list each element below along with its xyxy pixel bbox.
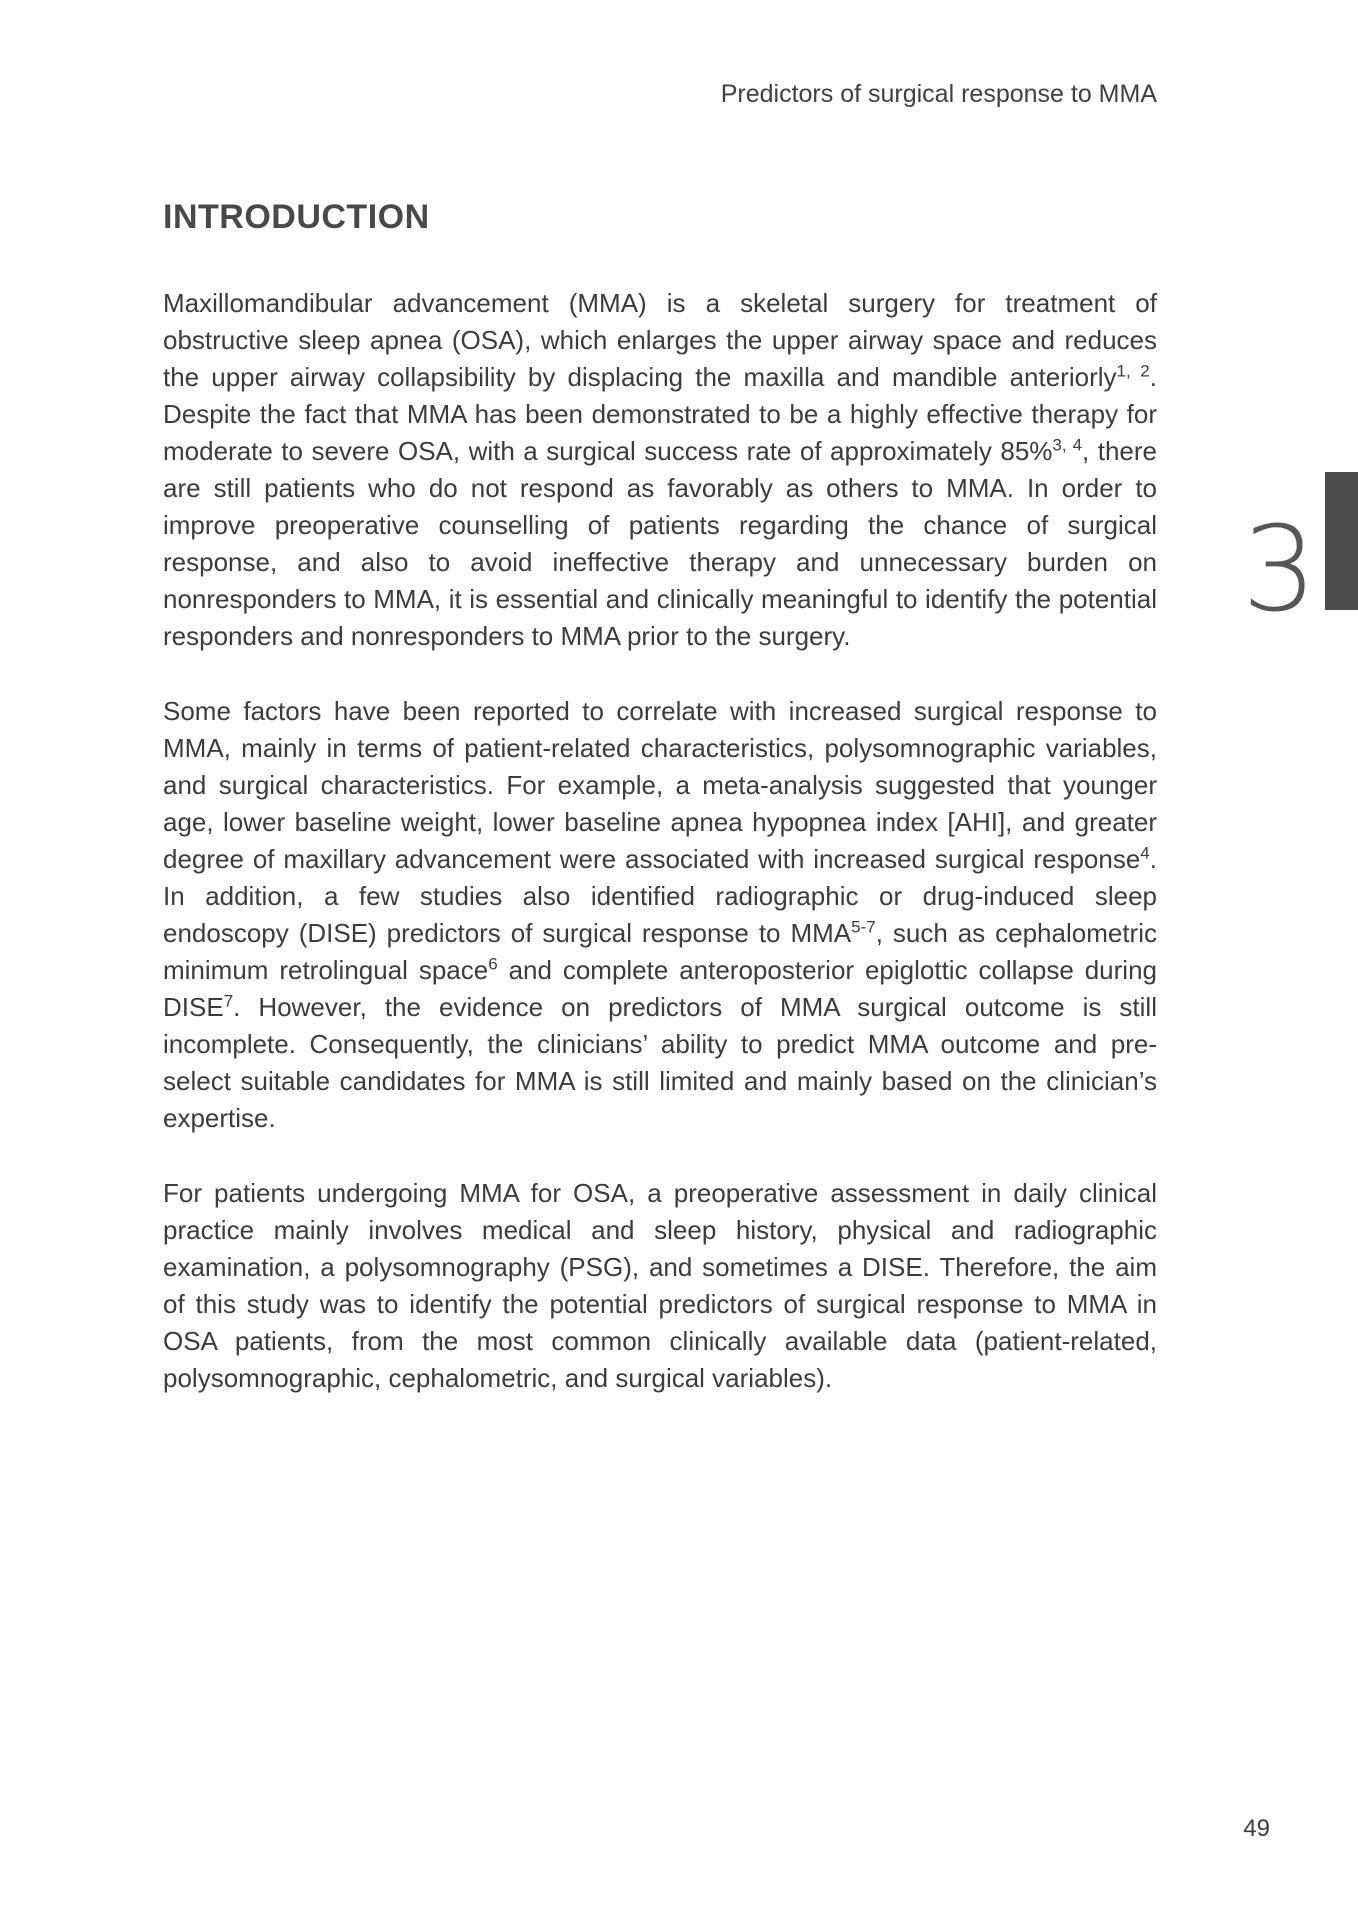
reference-superscript: 3, 4 [1052,435,1083,455]
section-heading: INTRODUCTION [163,198,430,236]
reference-superscript: 7 [223,991,234,1011]
running-header-text: Predictors of surgical response to MMA [720,80,1157,108]
paragraph: Some factors have been reported to correlate with increased surgical response to MMA, mainly in terms of patient-related characteristics, polysomnographic variables, and surgical characteristics. For example, a meta-analysis suggested that younger age, lower baseline weight, lower baseline apnea hypopnea index [AHI], and greater degree of maxillary advancement were associated with increased surgical response$^4$. In addition, a few studies also identified radiographic or drug-induced sleep endoscopy (DISE) predictors of surgical response to MMA$^{5-7}$, such as cephalometric minimum retrolingual space$^6$ and complete anteroposterior epiglottic collapse during DISE$^7$. However, the evidence on predictors of MMA surgical outcome is still incomplete. Consequently, the clinicians’ ability to predict MMA outcome and pre-select suitable candidates for MMA is still limited and mainly based on the clinician’s expertise. [163,696,1157,1133]
reference-superscript: 5-7 [851,917,876,937]
page-footer [163,1815,1270,1843]
reference-superscript: 4 [1140,843,1150,863]
running-header [163,80,1157,109]
chapter-tab-bar [1325,472,1358,610]
paragraph: Maxillomandibular advancement (MMA) is a skeletal surgery for treatment of obstructive sleep apnea (OSA), which enlarges the upper airway space and reduces the upper airway collapsibility by displacing the maxilla and mandible anteriorly$^{1, 2}$. Despite the fact that MMA has been demonstrated to be a highly effective therapy for moderate to severe OSA, with a surgical success rate of approximately 85%$^{3, 4}$, there are still patients who do not respond as favorably as others to MMA. In order to improve preoperative counselling of patients regarding the chance of surgical response, and also to avoid ineffective therapy and unnecessary burden on nonresponders to MMA, it is essential and clinically meaningful to identify the potential responders and nonresponders to MMA prior to the surgery. [163,288,1157,651]
body-paragraphs [163,285,1157,1397]
reference-superscript: 1, 2 [1116,361,1150,381]
reference-superscript: 6 [488,954,498,974]
paragraph: For patients undergoing MMA for OSA, a preoperative assessment in daily clinical practice mainly involves medical and sleep history, physical and radiographic examination, a polysomnography (PSG), and sometimes a DISE. Therefore, the aim of this study was to identify the potential predictors of surgical response to MMA in OSA patients, from the most common clinically available data (patient-related, polysomnographic, cephalometric, and surgical variables). [163,1178,1157,1393]
chapter-marker [1241,472,1358,638]
main-content [163,198,1157,1397]
page-number: 49 [1243,1815,1270,1842]
chapter-number: 3 [1241,500,1317,638]
